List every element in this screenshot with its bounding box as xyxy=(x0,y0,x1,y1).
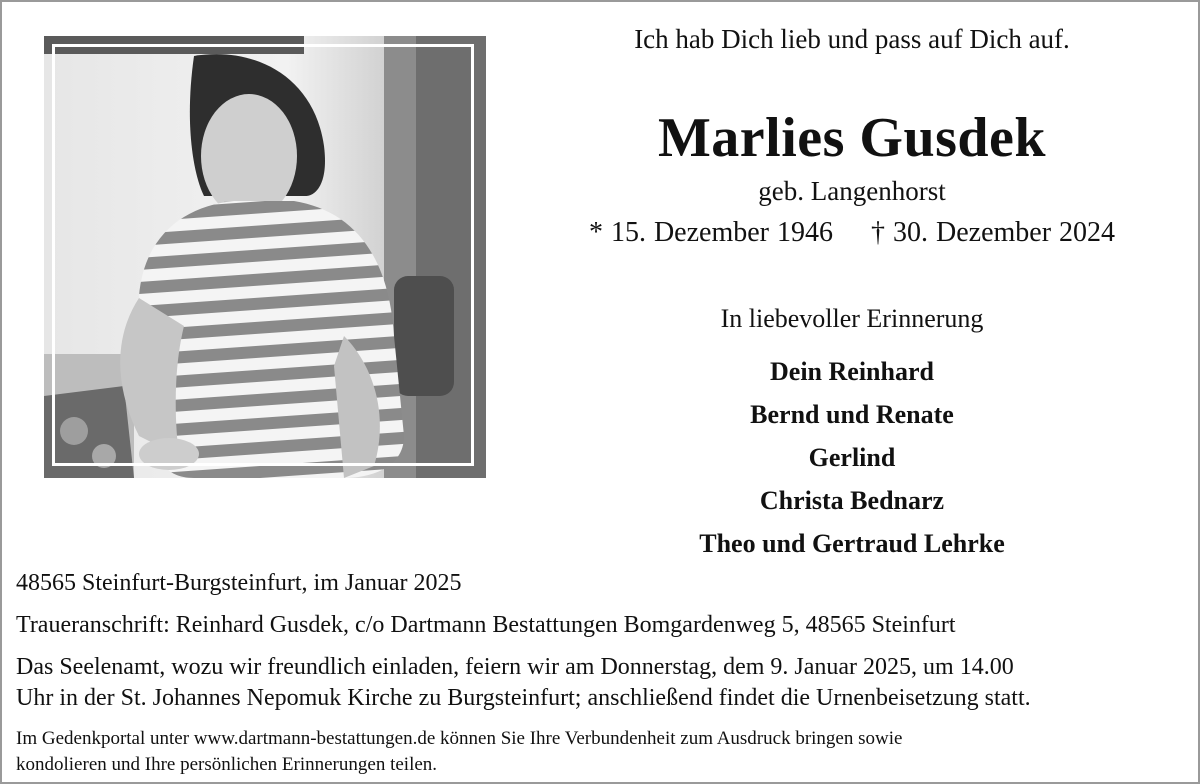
mourner-name: Christa Bednarz xyxy=(759,486,945,515)
portal-line: Im Gedenkportal unter www.dartmann-bestattungen.de können Sie Ihre Verbundenheit zum Ausdruck bringen sowie xyxy=(16,728,903,749)
life-dates xyxy=(502,217,1200,249)
birth-date: * 15. Dezember 1946 xyxy=(588,217,833,248)
memorial-portal-note xyxy=(16,726,1196,778)
death-date: † 30. Dezember 2024 xyxy=(871,217,1116,248)
birth-name: geb. Langenhorst xyxy=(758,176,946,206)
motto-text: Ich hab Dich lieb und pass auf Dich auf. xyxy=(634,24,1070,54)
place-and-date: 48565 Steinfurt-Burgsteinfurt, im Januar 2025 xyxy=(16,570,462,596)
mourner-name: Theo und Gertraud Lehrke xyxy=(699,529,1005,558)
service-line: Das Seelenamt, wozu wir freundlich einladen, feiern wir am Donnerstag, dem 9. Januar 2025, um 14.00 xyxy=(16,654,1014,680)
portal-line: kondolieren und Ihre persönlichen Erinnerungen teilen. xyxy=(16,754,438,775)
mourner-name: Bernd und Renate xyxy=(750,400,954,429)
mourner-name: Gerlind xyxy=(808,443,896,472)
mourning-address: Traueranschrift: Reinhard Gusdek, c/o Dartmann Bestattungen Bomgardenweg 5, 48565 Steinfurt xyxy=(16,612,956,638)
remembrance-line: In liebevoller Erinnerung xyxy=(720,304,984,333)
portrait-photo xyxy=(44,36,486,478)
deceased-name: Marlies Gusdek xyxy=(657,107,1047,169)
mourners-list xyxy=(502,350,1200,565)
mourner-name: Dein Reinhard xyxy=(770,357,934,386)
service-line: Uhr in der St. Johannes Nepomuk Kirche zu Burgsteinfurt; anschließend findet die Urnenbeisetzung statt. xyxy=(16,685,1031,711)
service-announcement xyxy=(16,652,1196,714)
